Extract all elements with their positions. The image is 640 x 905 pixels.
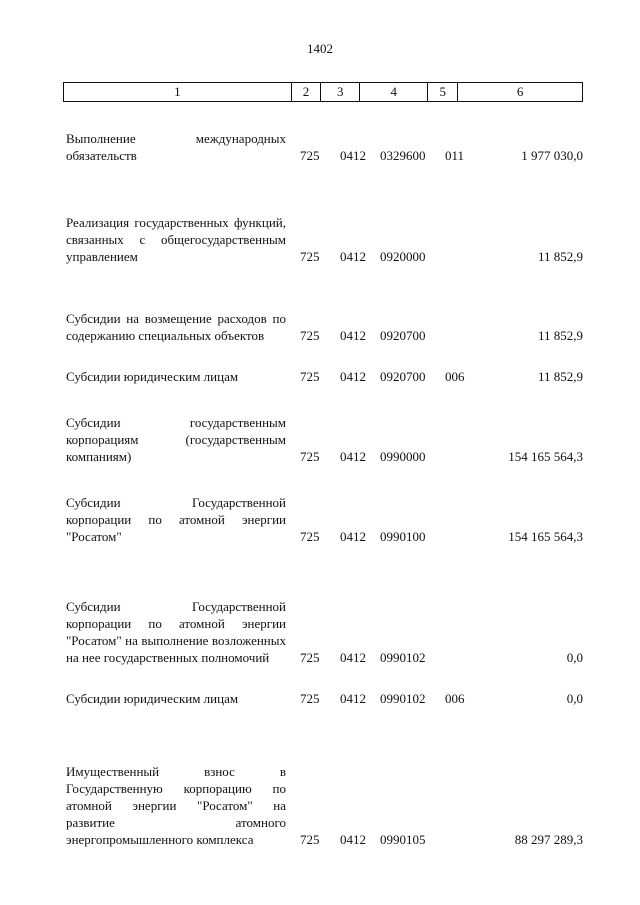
row-ministry-code: 725 (300, 148, 320, 163)
row-description: Имущественный взнос в Государственную корпорацию по атомной энергии "Росатом" на развитие атомного энергопромышленного комплекса (66, 764, 286, 847)
row-expense-type: 006 (445, 691, 465, 706)
row-ministry-code: 725 (300, 529, 320, 544)
page-number: 1402 (307, 41, 333, 56)
row-section-code: 0412 (340, 249, 366, 264)
row-description: Реализация государственных функций, связанных с общегосударственным управлением (66, 215, 286, 264)
table-row (0, 689, 640, 707)
row-amount: 0,0 (566, 650, 583, 665)
table-row (0, 292, 640, 344)
row-amount: 11 852,9 (537, 328, 583, 343)
table-row (0, 576, 640, 666)
row-target-code: 0990000 (380, 449, 426, 464)
row-target-code: 0920000 (380, 249, 426, 264)
row-target-code: 0329600 (380, 148, 426, 163)
row-section-code: 0412 (340, 148, 366, 163)
table-row (0, 740, 640, 848)
column-header-2: 2 (291, 83, 321, 102)
table-row (0, 126, 640, 164)
row-amount: 154 165 564,3 (508, 529, 583, 544)
row-ministry-code: 725 (300, 369, 320, 384)
row-section-code: 0412 (340, 449, 366, 464)
row-target-code: 0990102 (380, 691, 426, 706)
row-description: Выполнение международных обязательств (66, 131, 286, 163)
row-target-code: 0990100 (380, 529, 426, 544)
table-row (0, 193, 640, 265)
row-ministry-code: 725 (300, 650, 320, 665)
row-amount: 154 165 564,3 (508, 449, 583, 464)
column-header-table (63, 82, 583, 102)
row-section-code: 0412 (340, 691, 366, 706)
row-amount: 0,0 (566, 691, 583, 706)
row-amount: 88 297 289,3 (514, 832, 583, 847)
row-description: Субсидии на возмещение расходов по содержанию специальных объектов (66, 311, 286, 343)
row-description: Субсидии юридическим лицам (66, 369, 239, 384)
row-section-code: 0412 (340, 529, 366, 544)
row-ministry-code: 725 (300, 249, 320, 264)
row-section-code: 0412 (340, 650, 366, 665)
row-section-code: 0412 (340, 369, 366, 384)
row-section-code: 0412 (340, 328, 366, 343)
row-description: Субсидии Государственной корпорации по атомной энергии "Росатом" (66, 495, 286, 544)
row-target-code: 0990105 (380, 832, 426, 847)
column-header-4: 4 (360, 83, 428, 102)
row-ministry-code: 725 (300, 449, 320, 464)
row-description: Субсидии юридическим лицам (66, 691, 239, 706)
row-description: Субсидии Государственной корпорации по атомной энергии "Росатом" на выполнение возложенных на нее государственных полномочий (66, 599, 286, 665)
column-header-6: 6 (458, 83, 583, 102)
column-header-1: 1 (64, 83, 292, 102)
row-target-code: 0920700 (380, 369, 426, 384)
row-amount: 11 852,9 (537, 249, 583, 264)
row-ministry-code: 725 (300, 832, 320, 847)
row-amount: 1 977 030,0 (521, 148, 583, 163)
row-ministry-code: 725 (300, 328, 320, 343)
column-header-5: 5 (428, 83, 458, 102)
row-section-code: 0412 (340, 832, 366, 847)
row-description: Субсидии государственным корпорациям (государственным компаниям) (66, 415, 286, 464)
row-expense-type: 006 (445, 369, 465, 384)
row-amount: 11 852,9 (537, 369, 583, 384)
table-row (0, 367, 640, 385)
row-target-code: 0990102 (380, 650, 426, 665)
row-target-code: 0920700 (380, 328, 426, 343)
table-row (0, 491, 640, 545)
table-row (0, 412, 640, 465)
column-header-3: 3 (321, 83, 360, 102)
row-expense-type: 011 (445, 148, 465, 163)
row-ministry-code: 725 (300, 691, 320, 706)
